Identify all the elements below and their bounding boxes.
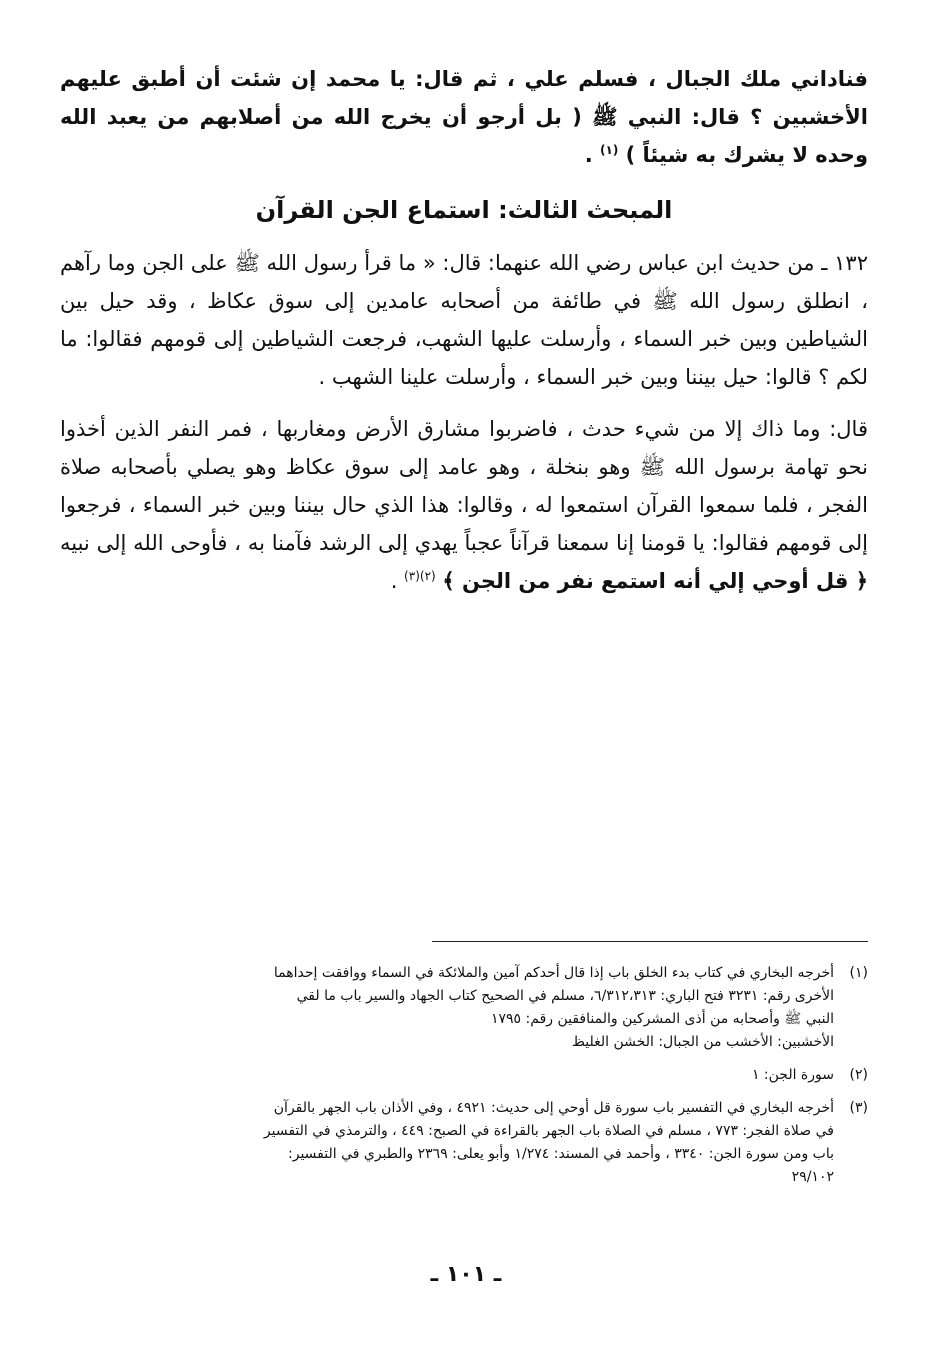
footnote-line: أخرجه البخاري في التفسير باب سورة قل أوحي إلى حديث: ٤٩٢١ ، وفي الأذان باب الجهر بالقرآن [273, 1100, 834, 1116]
page-body [60, 60, 868, 600]
footnote-line: الأخرى رقم: ٣٢٣١ فتح الباري: ٦/٣١٢،٣١٣، مسلم في الصحيح كتاب الجهاد والسير باب ما لقي [296, 988, 834, 1004]
footnote-line: في صلاة الفجر: ٧٧٣ ، مسلم في الصلاة باب الجهر بالقراءة في الصبح: ٤٤٩ ، والترمذي في التفسير [263, 1123, 834, 1139]
footnote-line: باب ومن سورة الجن: ٣٣٤٠ ، وأحمد في المسند: ١/٢٧٤ وأبو يعلى: ٢٣٦٩ والطبري في التفسير: [288, 1146, 834, 1162]
paragraph-text: فناداني ملك الجبال ، فسلم علي ، ثم قال: يا محمد إن شئت أن أطبق عليهم الأخشبين ؟ قال: النبي ﷺ ( بل أرجو أن يخرج الله من أصلابهم من يعبد الله وحده لا يشرك به شيئاً ) [60, 67, 868, 167]
footnote-divider [432, 941, 868, 942]
footnote-text [60, 1064, 834, 1087]
footnote-number: (٣) [849, 1100, 868, 1116]
footnote-line: الأخشبين: الأخشب من الجبال: الخشن الغليظ [572, 1034, 834, 1050]
footnote-line: سورة الجن: ١ [751, 1067, 834, 1083]
quran-verse: ﴿ قل أوحي إلي أنه استمع نفر من الجن ﴾ [442, 569, 868, 593]
hadith-paragraph-2-text: قال: وما ذاك إلا من شيء حدث ، فاضربوا مشارق الأرض ومغاربها ، فمر النفر الذين أخذوا نحو تهامة برسول الله ﷺ وهو بنخلة ، وهو عامد إلى سوق عكاظ وهو يصلي بأصحابه صلاة الفجر ، فلما سمعوا القرآن استمعوا له ، وقالوا: هذا الذي حال بيننا وبين خبر السماء ، فرجعوا إلى قومهم فقالوا: يا قومنا إنا سمعنا قرآناً عجباً يهدي إلى الرشد فآمنا به ، فأوحى الله إلى نبيه [60, 417, 868, 555]
footnote-number: (٢) [849, 1067, 868, 1083]
footnote-3 [60, 1097, 868, 1189]
footnote-number: (١) [849, 965, 868, 981]
paragraph-continuation [60, 60, 868, 174]
footnote-ref-2-3[interactable]: (٢)(٣) [404, 569, 436, 583]
hadith-paragraph-2-end: . [390, 569, 405, 593]
footnote-1 [60, 962, 868, 1054]
footnote-line: النبي ﷺ وأصحابه من أذى المشركين والمنافقين رقم: ١٧٩٥ [491, 1011, 834, 1027]
hadith-paragraph-2 [60, 410, 868, 600]
footnote-line: أخرجه البخاري في كتاب بدء الخلق باب إذا قال أحدكم آمين والملائكة في السماء ووافقت إحداهما [273, 965, 834, 981]
footnote-line: ٢٩/١٠٢ [791, 1169, 834, 1185]
page-number: ـ ١٠١ ـ [430, 1262, 502, 1287]
hadith-paragraph-1: ١٣٢ ـ من حديث ابن عباس رضي الله عنهما: قال: « ما قرأ رسول الله ﷺ على الجن وما رآهم ، انطلق رسول الله ﷺ في طائفة من أصحابه عامدين إلى سوق عكاظ ، وقد حيل بين الشياطين وبين خبر السماء ، وأرسلت عليها الشهب، فرجعت الشياطين إلى قومهم فقالوا: ما لكم ؟ قالوا: حيل بيننا وبين خبر السماء ، وأرسلت علينا الشهب . [60, 251, 868, 389]
footnote-text [60, 1097, 834, 1189]
paragraph-end: . [584, 143, 601, 167]
footnotes [60, 962, 868, 1199]
section-heading: المبحث الثالث: استماع الجن القرآن [255, 196, 673, 224]
footnote-ref-1[interactable]: (١) [600, 143, 619, 157]
footnote-2 [60, 1064, 868, 1087]
footnote-text [60, 962, 834, 1054]
